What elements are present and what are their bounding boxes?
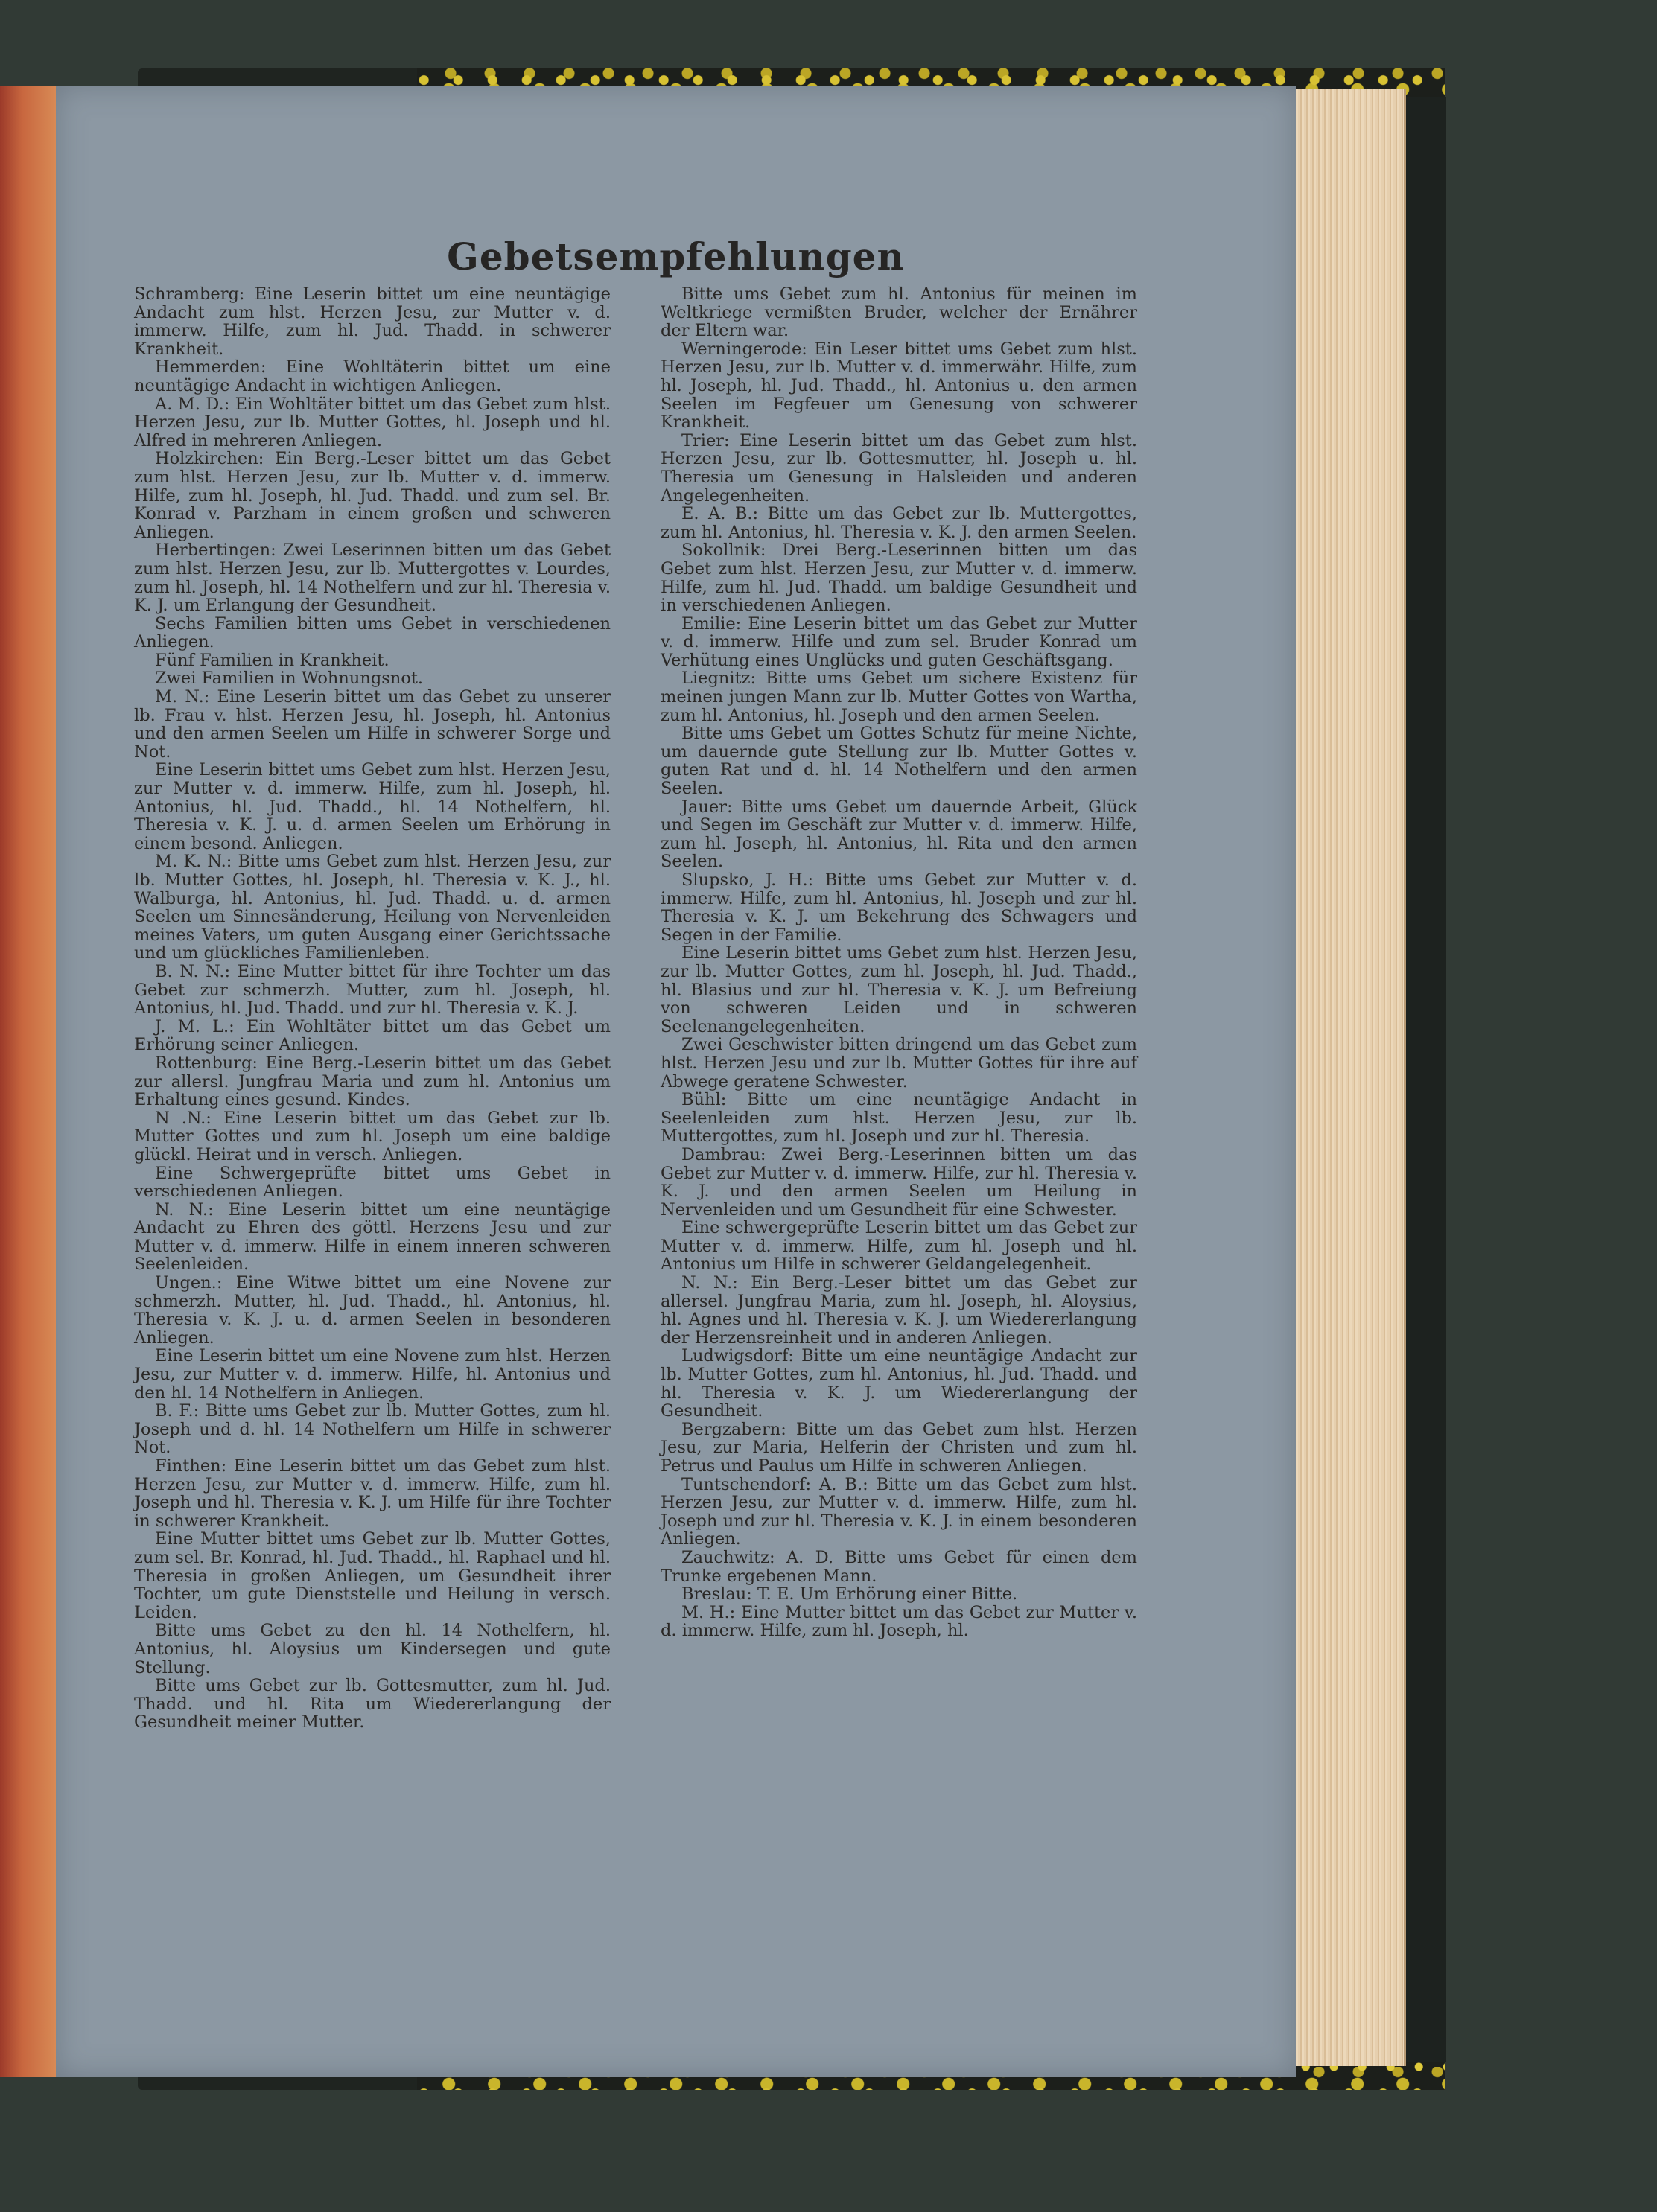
prayer-request-entry: Breslau: T. E. Um Erhörung einer Bitte. [681, 1584, 1018, 1604]
prayer-request-entry: N .N.: Eine Leserin bittet um das Gebet zur lb. Mutter Gottes und zum hl. Joseph um eine baldige glückl. Heirat und in versch. Anliegen. [134, 1108, 611, 1164]
prayer-request-entry: Eine Leserin bittet um eine Novene zum hlst. Herzen Jesu, zur Mutter v. d. immerw. Hilfe, hl. Antonius und den hl. 14 Nothelfern in Anliegen. [134, 1346, 611, 1403]
prayer-request-entry: N. N.: Ein Berg.-Leser bittet um das Gebet zur allersel. Jungfrau Maria, zum hl. Joseph, hl. Aloysius, hl. Agnes und hl. Theresia v. K. J. um Wiedererlangung der Herzensreinheit und in anderen Anliegen. [661, 1273, 1137, 1348]
prayer-request-entry: Rottenburg: Eine Berg.-Leserin bittet um das Gebet zur allersl. Jungfrau Maria und zum hl. Antonius um Erhaltung eines gesund. Kindes. [134, 1053, 611, 1110]
prayer-request-entry: J. M. L.: Ein Wohltäter bittet um das Gebet um Erhörung seiner Anliegen. [134, 1016, 611, 1055]
prayer-request-entry: E. A. B.: Bitte um das Gebet zur lb. Muttergottes, zum hl. Antonius, hl. Theresia v. K. J. den armen Seelen. [661, 504, 1137, 542]
prayer-request-entry: Holzkirchen: Ein Berg.-Leser bittet um das Gebet zum hlst. Herzen Jesu, zur lb. Mutter v. d. immerw. Hilfe, zum hl. Joseph, hl. Jud. Thadd. und zum sel. Br. Konrad v. Parzham in einem großen und schweren Anliegen. [134, 449, 611, 542]
page-title: Gebetsempfehlungen [447, 235, 905, 278]
prayer-request-entry: A. M. D.: Ein Wohltäter bittet um das Gebet zum hlst. Herzen Jesu, zur lb. Mutter Gottes, hl. Joseph und hl. Alfred in mehreren Anliegen. [134, 394, 611, 450]
prayer-request-entry: Jauer: Bitte ums Gebet um dauernde Arbeit, Glück und Segen im Geschäft zur Mutter v. d. immerw. Hilfe, zum hl. Joseph, hl. Antonius, hl. Rita und den armen Seelen. [661, 797, 1137, 872]
prayer-request-entry: Eine Schwergeprüfte bittet ums Gebet in verschiedenen Anliegen. [134, 1163, 611, 1202]
prayer-request-entry: Werningerode: Ein Leser bittet ums Gebet zum hlst. Herzen Jesu, zur lb. Mutter v. d. immerwähr. Hilfe, zum hl. Joseph, hl. Jud. Thadd., hl. Antonius u. den armen Seelen im Fegfeuer um Genesung von schwerer Krankheit. [661, 339, 1137, 433]
prayer-request-entry: Liegnitz: Bitte ums Gebet um sichere Existenz für meinen jungen Mann zur lb. Mutter Gottes von Wartha, zum hl. Antonius, hl. Joseph und den armen Seelen. [661, 669, 1137, 725]
left-column [134, 285, 611, 1732]
prayer-request-entry: M. H.: Eine Mutter bittet um das Gebet zur Mutter v. d. immerw. Hilfe, zum hl. Joseph, hl. [661, 1602, 1137, 1641]
prayer-request-entry: Dambrau: Zwei Berg.-Leserinnen bitten um das Gebet zur Mutter v. d. immerw. Hilfe, zur hl. Theresia v. K. J. und den armen Seelen um Heilung in Nervenleiden und um Gesundheit für eine Schwester. [661, 1144, 1137, 1220]
prayer-request-entry: Sokollnik: Drei Berg.-Leserinnen bitten um das Gebet zum hlst. Herzen Jesu, zur Mutter v. d. immerw. Hilfe, zum hl. Jud. Thadd. um baldige Gesundheit und in verschiedenen Anliegen. [661, 541, 1137, 616]
page-edge-stack [1292, 89, 1406, 2066]
prayer-request-entry: Hemmerden: Eine Wohltäterin bittet um eine neuntägige Andacht in wichtigen Anliegen. [134, 357, 611, 395]
prayer-request-entry: Eine Leserin bittet ums Gebet zum hlst. Herzen Jesu, zur Mutter v. d. immerw. Hilfe, zum hl. Joseph, hl. Antonius, hl. Jud. Thadd., hl. 14 Nothelfern, hl. Theresia v. K. J. u. d. armen Seelen um Erhörung in einem besond. Anliegen. [134, 760, 611, 853]
prayer-request-entry: Bitte ums Gebet um Gottes Schutz für meine Nichte, um dauernde gute Stellung zur lb. Mutter Gottes v. guten Rat und d. hl. 14 Nothelfern und den armen Seelen. [661, 724, 1137, 799]
prayer-request-entry: Trier: Eine Leserin bittet um das Gebet zum hlst. Herzen Jesu, zur lb. Gottesmutter, hl. Joseph u. hl. Theresia um Genesung in Halsleiden und anderen Angelegenheiten. [661, 430, 1137, 506]
prayer-request-entry: M. K. N.: Bitte ums Gebet zum hlst. Herzen Jesu, zur lb. Mutter Gottes, hl. Joseph, hl. Theresia v. K. J., hl. Walburga, hl. Antonius, hl. Jud. Thadd. u. d. armen Seelen um Sinnesänderung, Heilung von Nervenleiden meines Vaters, um guten Ausgang einer Gerichtssache und um glückliches Familienleben. [134, 852, 611, 963]
document-page [56, 86, 1296, 2077]
prayer-request-entry: Bitte ums Gebet zu den hl. 14 Nothelfern, hl. Antonius, hl. Aloysius um Kindersegen und gute Stellung. [134, 1621, 611, 1677]
prayer-request-entry: Eine Mutter bittet ums Gebet zur lb. Mutter Gottes, zum sel. Br. Konrad, hl. Jud. Thadd., hl. Raphael und hl. Theresia in großen Anliegen, um Gesundheit ihrer Tochter, um gute Dienststelle und Heilung in versch. Leiden. [134, 1529, 611, 1622]
prayer-request-entry: Bühl: Bitte um eine neuntägige Andacht in Seelenleiden zum hlst. Herzen Jesu, zur lb. Muttergottes, zum hl. Joseph und zur hl. Theresia. [661, 1090, 1137, 1147]
prayer-request-entry: Bitte ums Gebet zur lb. Gottesmutter, zum hl. Jud. Thadd. und hl. Rita um Wiedererlangung der Gesundheit meiner Mutter. [134, 1676, 611, 1733]
prayer-request-entry: Zwei Familien in Wohnungsnot. [155, 669, 424, 689]
prayer-request-entry: M. N.: Eine Leserin bittet um das Gebet zu unserer lb. Frau v. hlst. Herzen Jesu, hl. Joseph, hl. Antonius und den armen Seelen um Hilfe in schwerer Sorge und Not. [134, 687, 611, 762]
prayer-request-entry: Bergzabern: Bitte um das Gebet zum hlst. Herzen Jesu, zur Maria, Helferin der Christen und zum hl. Petrus und Paulus um Hilfe in schweren Anliegen. [661, 1419, 1137, 1476]
prayer-request-entry: Eine Leserin bittet ums Gebet zum hlst. Herzen Jesu, zur lb. Mutter Gottes, zum hl. Joseph, hl. Jud. Thadd., hl. Blasius und zur hl. Theresia v. K. J. um Befreiung von schweren Leiden und in schweren Seelenangelegenheiten. [661, 943, 1137, 1036]
prayer-request-entry: B. F.: Bitte ums Gebet zur lb. Mutter Gottes, zum hl. Joseph und d. hl. 14 Nothelfern um Hilfe in schwerer Not. [134, 1401, 611, 1458]
prayer-request-entry: Finthen: Eine Leserin bittet um das Gebet zum hlst. Herzen Jesu, zur Mutter v. d. immerw. Hilfe, zum hl. Joseph und hl. Theresia v. K. J. um Hilfe für ihre Tochter in schwerer Krankheit. [134, 1456, 611, 1531]
prayer-request-entry: Fünf Familien in Krankheit. [155, 650, 389, 670]
prayer-request-entry: Ludwigsdorf: Bitte um eine neuntägige Andacht zur lb. Mutter Gottes, zum hl. Antonius, hl. Jud. Thadd. und hl. Theresia v. K. J. um Wiedererlangung der Gesundheit. [661, 1346, 1137, 1421]
prayer-request-entry: Sechs Familien bitten ums Gebet in verschiedenen Anliegen. [134, 613, 611, 652]
prayer-request-entry: Schramberg: Eine Leserin bittet um eine neuntägige Andacht zum hlst. Herzen Jesu, zur Mutter v. d. immerw. Hilfe, zum hl. Jud. Thadd. in schwerer Krankheit. [134, 284, 611, 359]
prayer-request-entry: Zauchwitz: A. D. Bitte ums Gebet für einen dem Trunke ergebenen Mann. [661, 1547, 1137, 1586]
prayer-request-entry: Bitte ums Gebet zum hl. Antonius für meinen im Weltkriege vermißten Bruder, welcher der Ernährer der Eltern war. [661, 284, 1137, 341]
prayer-request-entry: Emilie: Eine Leserin bittet um das Gebet zur Mutter v. d. immerw. Hilfe und zum sel. Bruder Konrad um Verhütung eines Unglücks und guten Geschäftsgang. [661, 613, 1137, 670]
prayer-request-entry: Herbertingen: Zwei Leserinnen bitten um das Gebet zum hlst. Herzen Jesu, zur lb. Muttergottes v. Lourdes, zum hl. Joseph, hl. 14 Nothelfern und zur hl. Theresia v. K. J. um Erlangung der Gesundheit. [134, 541, 611, 616]
previous-page-edge [0, 86, 59, 2077]
cover-edge [1404, 97, 1446, 2062]
prayer-request-entry: Tuntschendorf: A. B.: Bitte um das Gebet zum hlst. Herzen Jesu, zur Mutter v. d. immerw. Hilfe, zum hl. Joseph und zur hl. Theresia v. K. J. in einem besonderen Anliegen. [661, 1474, 1137, 1549]
prayer-request-entry: N. N.: Eine Leserin bittet um eine neuntägige Andacht zu Ehren des göttl. Herzens Jesu und zur Mutter v. d. immerw. Hilfe in einem inneren schweren Seelenleiden. [134, 1199, 611, 1275]
prayer-request-entry: B. N. N.: Eine Mutter bittet für ihre Tochter um das Gebet zur schmerzh. Mutter, zum hl. Joseph, hl. Antonius, hl. Jud. Thadd. und zur hl. Theresia v. K. J. [134, 961, 611, 1019]
right-column [661, 285, 1137, 1640]
prayer-request-entry: Ungen.: Eine Witwe bittet um eine Novene zur schmerzh. Mutter, hl. Jud. Thadd., hl. Antonius, hl. Theresia v. K. J. u. d. armen Seelen in besonderen Anliegen. [134, 1273, 611, 1348]
prayer-request-entry: Slupsko, J. H.: Bitte ums Gebet zur Mutter v. d. immerw. Hilfe, zum hl. Antonius, hl. Joseph und zur hl. Theresia v. K. J. um Bekehrung des Schwagers und Segen in der Familie. [661, 870, 1137, 945]
prayer-request-entry: Eine schwergeprüfte Leserin bittet um das Gebet zur Mutter v. d. immerw. Hilfe, zum hl. Joseph und hl. Antonius um Hilfe in schwerer Geldangelegenheit. [661, 1218, 1137, 1275]
prayer-request-entry: Zwei Geschwister bitten dringend um das Gebet zum hlst. Herzen Jesu und zur lb. Mutter Gottes für ihre auf Abwege geratene Schwester. [661, 1035, 1137, 1091]
